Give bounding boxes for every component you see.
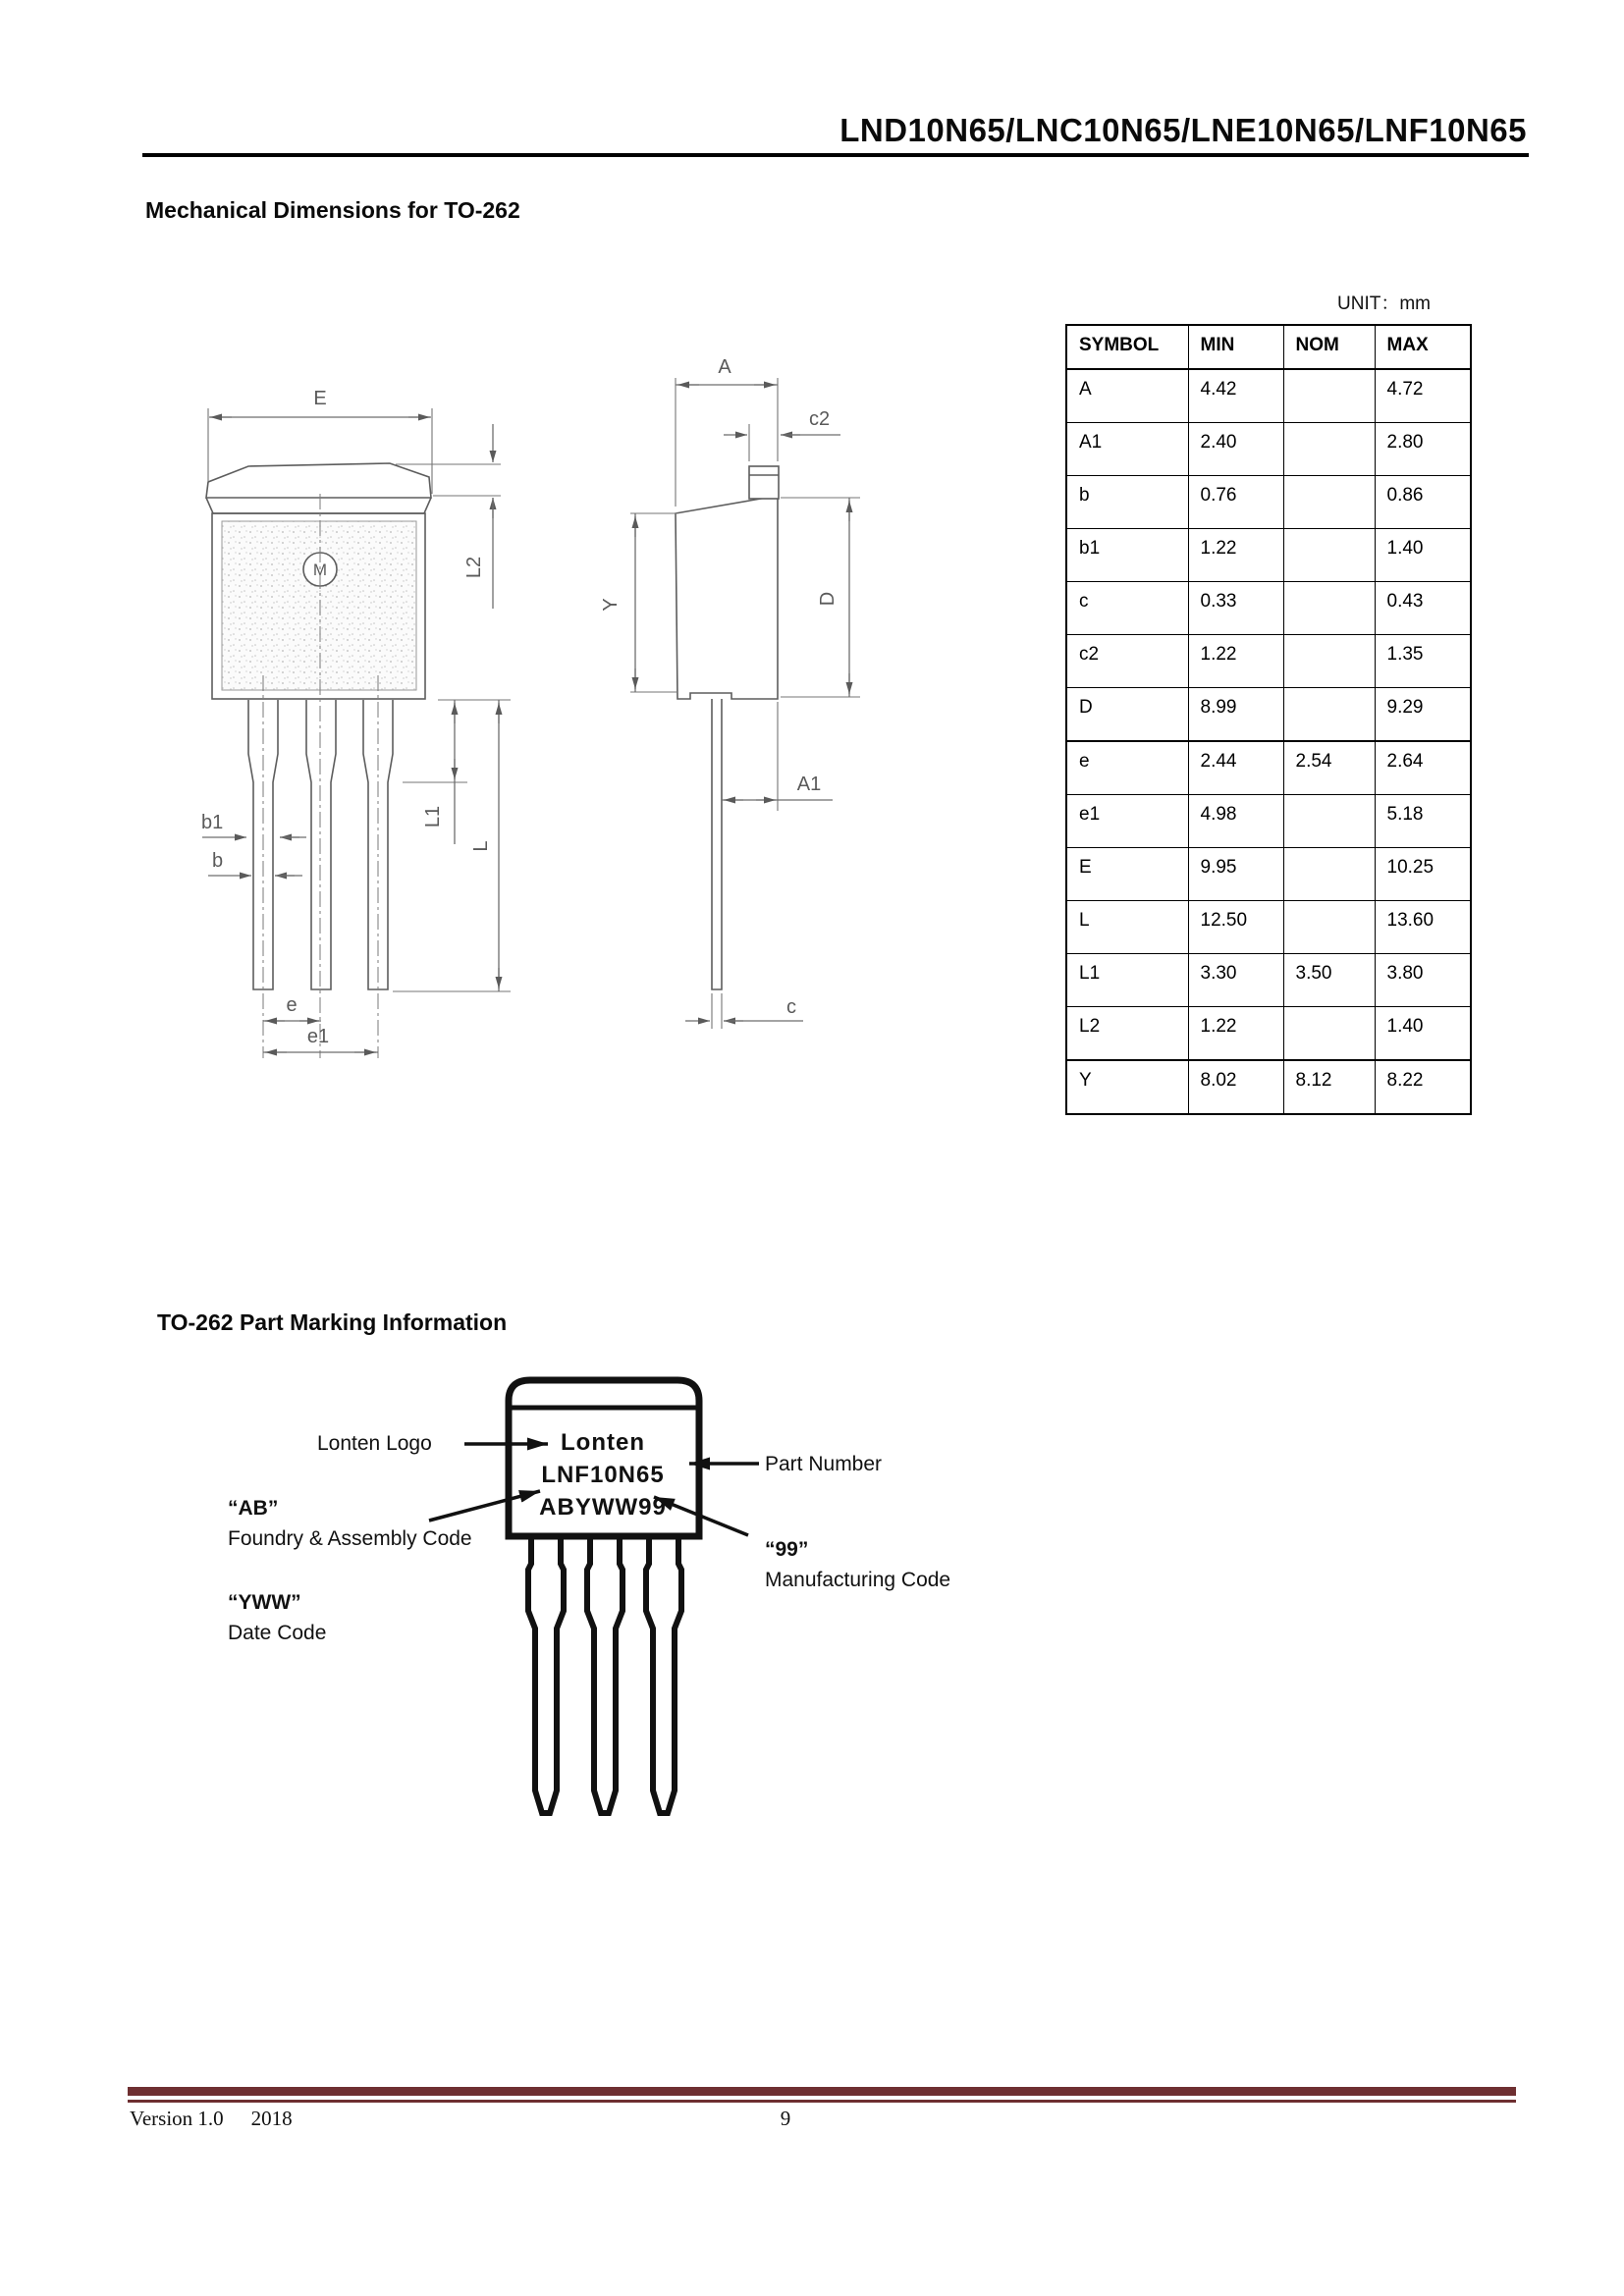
cell-symbol: b	[1066, 476, 1188, 529]
table-row	[1066, 848, 1471, 901]
cell-max: 0.43	[1375, 582, 1471, 635]
cell-nom	[1283, 529, 1375, 582]
marking-line-code: ABYWW99	[539, 1494, 667, 1521]
cell-symbol: E	[1066, 848, 1188, 901]
cell-nom	[1283, 369, 1375, 423]
dim-label-L: L	[470, 840, 492, 852]
cell-nom: 8.12	[1283, 1060, 1375, 1114]
table-row	[1066, 688, 1471, 742]
marking-section-title: TO-262 Part Marking Information	[157, 1309, 508, 1335]
cell-nom	[1283, 795, 1375, 848]
cell-min: 4.42	[1188, 369, 1283, 423]
foundry-code: “AB”	[228, 1497, 279, 1520]
cell-min: 4.98	[1188, 795, 1283, 848]
cell-max: 8.22	[1375, 1060, 1471, 1114]
cell-max: 2.64	[1375, 741, 1471, 795]
table-row	[1066, 741, 1471, 795]
table-row	[1066, 954, 1471, 1007]
mfg-callout-label	[765, 1534, 950, 1595]
cell-symbol: c2	[1066, 635, 1188, 688]
table-row	[1066, 1060, 1471, 1114]
table-row	[1066, 369, 1471, 423]
marking-lead-1	[528, 1531, 564, 1813]
cell-min: 1.22	[1188, 529, 1283, 582]
dim-label-D: D	[817, 591, 839, 607]
cell-symbol: c	[1066, 582, 1188, 635]
marking-lead-3	[646, 1531, 681, 1813]
cell-min: 9.95	[1188, 848, 1283, 901]
col-header-nom: NOM	[1283, 325, 1375, 369]
marking-line-logo: Lonten	[561, 1429, 645, 1456]
date-code: “YWW”	[228, 1591, 301, 1614]
table-row	[1066, 476, 1471, 529]
cell-max: 2.80	[1375, 423, 1471, 476]
table-row	[1066, 582, 1471, 635]
table-row	[1066, 1007, 1471, 1061]
dimension-table	[1065, 324, 1472, 1115]
unit-label: UNIT：mm	[1337, 294, 1431, 314]
dim-label-A: A	[718, 356, 731, 378]
side-body	[676, 496, 778, 699]
cell-nom	[1283, 901, 1375, 954]
dim-label-b: b	[212, 850, 224, 872]
cell-nom: 3.50	[1283, 954, 1375, 1007]
cell-nom	[1283, 582, 1375, 635]
dim-label-b1: b1	[201, 812, 224, 833]
front-view	[201, 388, 511, 1058]
mechanical-section-title: Mechanical Dimensions for TO-262	[145, 197, 520, 223]
col-header-max: MAX	[1375, 325, 1471, 369]
cell-symbol: e1	[1066, 795, 1188, 848]
cell-symbol: L1	[1066, 954, 1188, 1007]
cell-min: 1.22	[1188, 635, 1283, 688]
cell-max: 10.25	[1375, 848, 1471, 901]
dim-label-Y: Y	[600, 598, 622, 612]
package-cap	[206, 463, 431, 498]
cell-symbol: e	[1066, 741, 1188, 795]
cell-symbol: L	[1066, 901, 1188, 954]
cell-min: 0.76	[1188, 476, 1283, 529]
cell-nom	[1283, 848, 1375, 901]
table-row	[1066, 795, 1471, 848]
cell-symbol: A1	[1066, 423, 1188, 476]
cell-nom	[1283, 635, 1375, 688]
cell-nom	[1283, 1007, 1375, 1061]
cell-min: 12.50	[1188, 901, 1283, 954]
dim-label-c: c	[786, 996, 796, 1018]
table-row	[1066, 529, 1471, 582]
footer-rule-thin	[128, 2100, 1516, 2103]
cell-symbol: D	[1066, 688, 1188, 742]
col-header-symbol: SYMBOL	[1066, 325, 1188, 369]
cell-max: 1.40	[1375, 529, 1471, 582]
package-band	[206, 498, 431, 513]
mfg-code: “99”	[765, 1538, 809, 1561]
footer-year: 2018	[250, 2107, 293, 2130]
cell-min: 2.44	[1188, 741, 1283, 795]
col-header-min: MIN	[1188, 325, 1283, 369]
cell-nom	[1283, 688, 1375, 742]
logo-callout-label: Lonten Logo	[317, 1432, 432, 1455]
cell-max: 0.86	[1375, 476, 1471, 529]
table-header-row	[1066, 325, 1471, 369]
footer-version-text: Version 1.0	[130, 2107, 224, 2130]
cell-min: 2.40	[1188, 423, 1283, 476]
footer-rule-thick	[128, 2087, 1516, 2096]
date-desc: Date Code	[228, 1622, 327, 1644]
part-marking-figure	[422, 1369, 972, 1831]
dim-label-A1: A1	[796, 774, 822, 795]
cell-min: 0.33	[1188, 582, 1283, 635]
cell-max: 1.35	[1375, 635, 1471, 688]
dim-label-c2: c2	[809, 408, 831, 430]
dim-label-e1: e1	[306, 1026, 330, 1047]
logo-m: M	[312, 561, 328, 579]
footer-version	[130, 2107, 293, 2131]
table-row	[1066, 423, 1471, 476]
dim-label-e: e	[286, 994, 298, 1016]
marking-line-part-number: LNF10N65	[541, 1462, 665, 1488]
part-number-callout-label: Part Number	[765, 1453, 883, 1475]
cell-min: 8.02	[1188, 1060, 1283, 1114]
side-view	[600, 356, 860, 1029]
mechanical-drawing	[118, 245, 893, 1080]
cell-max: 13.60	[1375, 901, 1471, 954]
package-body-texture	[222, 521, 416, 690]
dim-label-L2: L2	[463, 556, 485, 579]
header-rule	[142, 153, 1529, 157]
lead-2	[306, 700, 336, 989]
cell-nom	[1283, 423, 1375, 476]
table-row	[1066, 901, 1471, 954]
cell-symbol: L2	[1066, 1007, 1188, 1061]
cell-max: 4.72	[1375, 369, 1471, 423]
cell-min: 3.30	[1188, 954, 1283, 1007]
dim-label-E: E	[313, 388, 327, 409]
cell-nom	[1283, 476, 1375, 529]
side-lead	[712, 699, 722, 989]
mfg-desc: Manufacturing Code	[765, 1569, 951, 1591]
table-row	[1066, 635, 1471, 688]
cell-max: 3.80	[1375, 954, 1471, 1007]
foundry-desc: Foundry & Assembly Code	[228, 1527, 472, 1550]
foundry-callout-label	[228, 1493, 472, 1554]
date-callout-label	[228, 1587, 326, 1648]
footer-page-number: 9	[780, 2107, 791, 2130]
cell-min: 1.22	[1188, 1007, 1283, 1061]
side-tab	[749, 466, 779, 499]
cell-symbol: A	[1066, 369, 1188, 423]
cell-min: 8.99	[1188, 688, 1283, 742]
cell-symbol: Y	[1066, 1060, 1188, 1114]
cell-nom: 2.54	[1283, 741, 1375, 795]
cell-max: 9.29	[1375, 688, 1471, 742]
page-title: LND10N65/LNC10N65/LNE10N65/LNF10N65	[839, 112, 1527, 148]
cell-max: 5.18	[1375, 795, 1471, 848]
cell-symbol: b1	[1066, 529, 1188, 582]
cell-max: 1.40	[1375, 1007, 1471, 1061]
marking-lead-2	[587, 1531, 623, 1813]
dim-label-L1: L1	[422, 805, 444, 828]
